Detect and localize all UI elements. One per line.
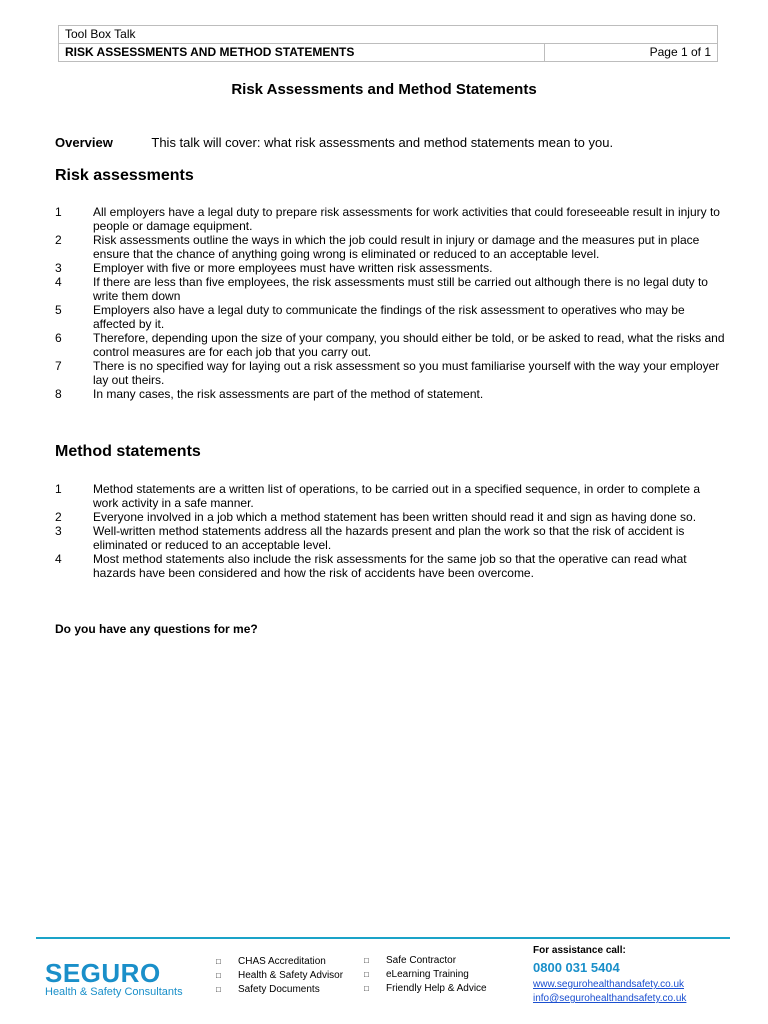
list-item [55,387,725,401]
item-text: Well-written method statements address all the hazards present and plan the work so that the risk of accident is eliminated or reduced to an acceptable level. [93,524,685,552]
service-item: □ Safety Documents [216,983,343,997]
risk-assessments-heading: Risk assessments [55,167,194,184]
list-item [55,331,725,359]
method-statements-heading: Method statements [55,443,201,460]
logo-brand: SEGURO [45,958,161,988]
item-text: All employers have a legal duty to prepare risk assessments for work activities that could foreseeable result in injury to people or damage equipment. [93,205,720,233]
service-item: □ Friendly Help & Advice [364,982,487,996]
list-item [55,552,725,580]
logo-subtitle: Health & Safety Consultants [45,986,183,998]
risk-assessments-list [55,205,725,401]
contact-block [533,944,686,1006]
item-text: Risk assessments outline the ways in which the job could result in injury or damage and the measures put in place ensure that the chance of anything going wrong is eliminated or reduced to an acceptable level. [93,233,700,261]
email-link[interactable]: info@segurohealthandsafety.co.uk [533,993,687,1004]
website-link[interactable]: www.segurohealthandsafety.co.uk [533,979,685,990]
list-item [55,261,725,275]
doc-type: Tool Box Talk [59,26,718,44]
item-text: In many cases, the risk assessments are part of the method of statement. [93,387,484,401]
item-text: Everyone involved in a job which a method statement has been written should read it and sign as having done so. [93,510,697,524]
service-item: □ eLearning Training [364,968,487,982]
item-text: There is no specified way for laying out a risk assessment so you must familiarise yourself with the way your employer lay out theirs. [93,359,720,387]
list-item [55,303,725,331]
list-item [55,524,725,552]
item-number: 5 [55,303,62,317]
item-number: 3 [55,261,62,275]
item-number: 1 [55,205,62,219]
service-item: □ Health & Safety Advisor [216,969,343,983]
item-text: Most method statements also include the risk assessments for the same job so that the operative can read what hazards have been considered and how the risk of accidents have been overcome. [93,552,687,580]
overview-label: Overview [55,135,113,150]
document-header [58,25,718,62]
footer-divider [36,937,730,939]
phone-number: 0800 031 5404 [533,960,620,975]
item-number: 1 [55,482,62,496]
item-text: Method statements are a written list of operations, to be carried out in a specified sequence, in order to complete a work activity in a safe manner. [93,482,701,510]
list-item [55,510,725,524]
item-text: Therefore, depending upon the size of your company, you should either be told, or be asked to read, what the risks and control measures are for each job that you carry out. [93,331,725,359]
page-title: Risk Assessments and Method Statements [231,81,537,98]
item-number: 7 [55,359,62,373]
list-item [55,233,725,261]
item-number: 6 [55,331,62,345]
item-number: 4 [55,552,62,566]
service-item: □ CHAS Accreditation [216,955,343,969]
list-item [55,482,725,510]
assistance-label: For assistance call: [533,945,626,956]
item-number: 8 [55,387,62,401]
closing-question: Do you have any questions for me? [55,622,258,636]
method-statements-list [55,482,725,580]
item-number: 2 [55,233,62,247]
list-item [55,275,725,303]
overview [55,135,613,150]
doc-subject: RISK ASSESSMENTS AND METHOD STATEMENTS [59,44,545,62]
list-item [55,205,725,233]
services-list-1 [216,955,343,997]
list-item [55,359,725,387]
services-list-2 [364,954,487,996]
item-number: 3 [55,524,62,538]
item-text: If there are less than five employees, the risk assessments must still be carried out although there is no legal duty to write them down [93,275,708,303]
overview-text: This talk will cover: what risk assessments and method statements mean to you. [151,135,614,150]
item-number: 4 [55,275,62,289]
item-text: Employers also have a legal duty to communicate the findings of the risk assessment to operatives who may be affected by it. [93,303,685,331]
page-info: Page 1 of 1 [545,44,718,62]
item-text: Employer with five or more employees must have written risk assessments. [93,261,493,275]
service-item: □ Safe Contractor [364,954,487,968]
item-number: 2 [55,510,62,524]
seguro-logo [45,960,183,998]
